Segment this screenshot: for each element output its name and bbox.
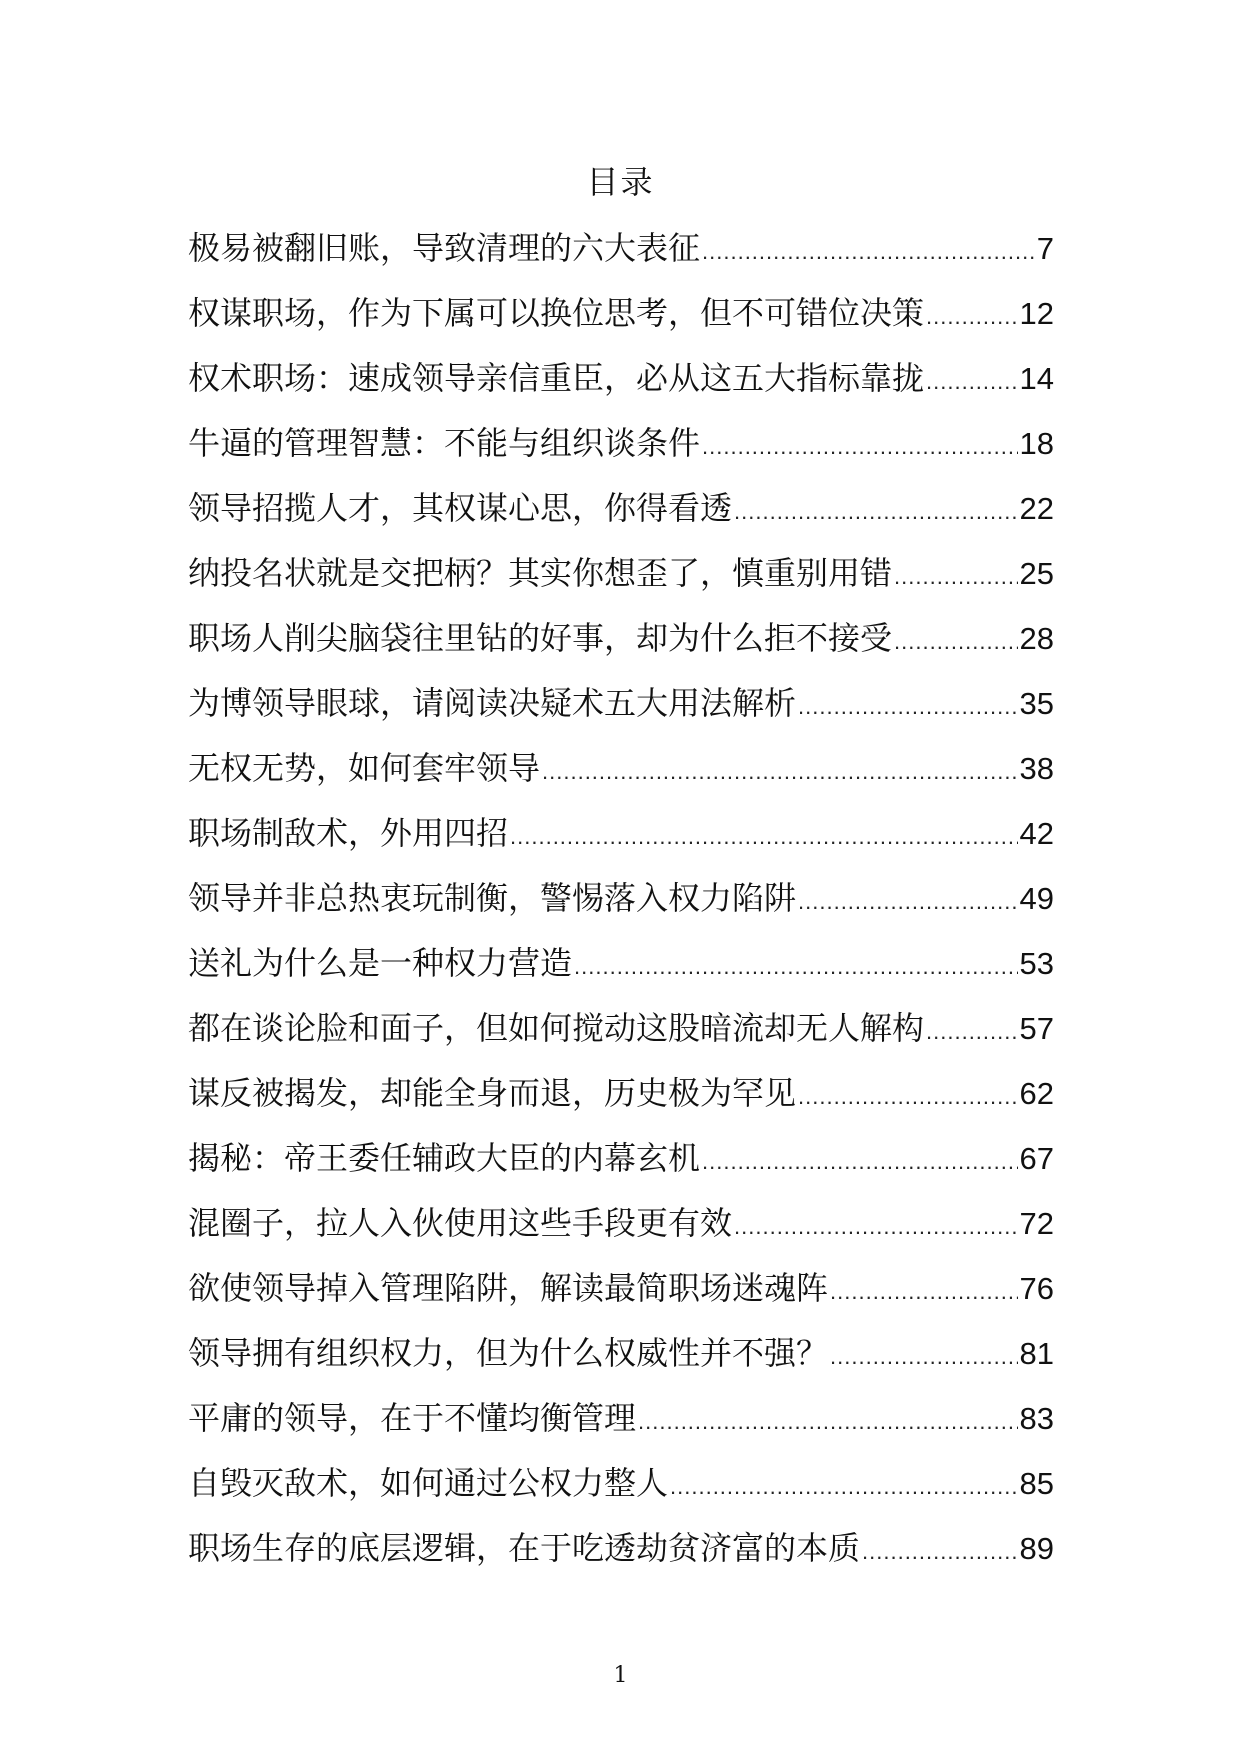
toc-entry-title: 牛逼的管理智慧：不能与组织谈条件 bbox=[188, 424, 701, 462]
toc-entry-title: 为博领导眼球，请阅读决疑术五大用法解析 bbox=[188, 684, 797, 722]
toc-entry bbox=[188, 612, 1054, 677]
toc-entry-page: 81 bbox=[1019, 1336, 1054, 1371]
page-number: 1 bbox=[613, 1663, 628, 1688]
toc-dot-leader bbox=[894, 551, 1018, 603]
toc-entry-title: 权谋职场，作为下属可以换位思考，但不可错位决策 bbox=[188, 294, 925, 332]
toc-dot-leader bbox=[702, 226, 1035, 278]
toc-entry-title: 职场人削尖脑袋往里钻的好事，却为什么拒不接受 bbox=[188, 619, 893, 657]
toc-entry-page: 72 bbox=[1019, 1206, 1054, 1241]
toc-dot-leader bbox=[798, 876, 1018, 928]
toc-dot-leader bbox=[734, 486, 1018, 538]
toc-entry bbox=[188, 1262, 1054, 1327]
toc-entry-title: 职场生存的底层逻辑，在于吃透劫贫济富的本质 bbox=[188, 1529, 861, 1567]
toc-entry-title: 无权无势，如何套牢领导 bbox=[188, 749, 541, 787]
toc-dot-leader bbox=[734, 1201, 1018, 1253]
toc-entry bbox=[188, 1197, 1054, 1262]
toc-entry-page: 35 bbox=[1019, 686, 1054, 721]
toc-entry bbox=[188, 222, 1054, 287]
toc-dot-leader bbox=[926, 356, 1018, 408]
toc-entry bbox=[188, 417, 1054, 482]
toc-entry-page: 83 bbox=[1019, 1401, 1054, 1436]
toc-dot-leader bbox=[926, 1006, 1018, 1058]
toc-entry-page: 22 bbox=[1019, 491, 1054, 526]
toc-dot-leader bbox=[798, 681, 1018, 733]
toc-entry-page: 12 bbox=[1019, 296, 1054, 331]
toc-dot-leader bbox=[542, 746, 1018, 798]
toc-title: 目录 bbox=[586, 163, 655, 201]
toc-entry-page: 53 bbox=[1019, 946, 1054, 981]
toc-entry-title: 领导拥有组织权力，但为什么权威性并不强？ bbox=[188, 1334, 829, 1372]
toc-entry bbox=[188, 1392, 1054, 1457]
toc-dot-leader bbox=[894, 616, 1018, 668]
toc-entry-title: 平庸的领导，在于不懂均衡管理 bbox=[188, 1399, 637, 1437]
toc-entry-page: 25 bbox=[1019, 556, 1054, 591]
toc-entry-title: 谋反被揭发，却能全身而退，历史极为罕见 bbox=[188, 1074, 797, 1112]
toc-entry-title: 领导招揽人才，其权谋心思，你得看透 bbox=[188, 489, 733, 527]
toc-entry bbox=[188, 937, 1054, 1002]
toc-dot-leader bbox=[510, 811, 1018, 863]
toc-entry bbox=[188, 807, 1054, 872]
toc-entry bbox=[188, 1002, 1054, 1067]
toc-entry-title: 纳投名状就是交把柄？其实你想歪了，慎重别用错 bbox=[188, 554, 893, 592]
toc-entry-title: 混圈子，拉人入伙使用这些手段更有效 bbox=[188, 1204, 733, 1242]
toc-entry bbox=[188, 872, 1054, 937]
toc-entry-page: 38 bbox=[1019, 751, 1054, 786]
toc-entry-page: 49 bbox=[1019, 881, 1054, 916]
toc-dot-leader bbox=[830, 1266, 1018, 1318]
toc-entry bbox=[188, 352, 1054, 417]
toc-entry-title: 欲使领导掉入管理陷阱，解读最简职场迷魂阵 bbox=[188, 1269, 829, 1307]
toc-dot-leader bbox=[638, 1396, 1018, 1448]
toc-dot-leader bbox=[702, 1136, 1018, 1188]
toc-entry bbox=[188, 287, 1054, 352]
toc-dot-leader bbox=[862, 1526, 1018, 1578]
toc-dot-leader bbox=[926, 291, 1018, 343]
toc-entry-page: 89 bbox=[1019, 1531, 1054, 1566]
toc-entry-title: 都在谈论脸和面子，但如何搅动这股暗流却无人解构 bbox=[188, 1009, 925, 1047]
toc-list bbox=[188, 222, 1054, 1587]
toc-entry-title: 极易被翻旧账，导致清理的六大表征 bbox=[188, 229, 701, 267]
toc-entry-title: 揭秘：帝王委任辅政大臣的内幕玄机 bbox=[188, 1139, 701, 1177]
toc-entry bbox=[188, 1457, 1054, 1522]
toc-dot-leader bbox=[670, 1461, 1018, 1513]
toc-entry-page: 28 bbox=[1019, 621, 1054, 656]
toc-entry-title: 领导并非总热衷玩制衡，警惕落入权力陷阱 bbox=[188, 879, 797, 917]
toc-entry bbox=[188, 742, 1054, 807]
toc-entry-title: 送礼为什么是一种权力营造 bbox=[188, 944, 573, 982]
toc-dot-leader bbox=[702, 421, 1018, 473]
toc-entry bbox=[188, 1132, 1054, 1197]
toc-entry-page: 67 bbox=[1019, 1141, 1054, 1176]
toc-entry-page: 76 bbox=[1019, 1271, 1054, 1306]
toc-entry bbox=[188, 547, 1054, 612]
toc-entry-title: 自毁灭敌术，如何通过公权力整人 bbox=[188, 1464, 669, 1502]
toc-entry bbox=[188, 1327, 1054, 1392]
toc-entry bbox=[188, 677, 1054, 742]
toc-entry bbox=[188, 482, 1054, 547]
toc-entry-page: 85 bbox=[1019, 1466, 1054, 1501]
toc-entry-page: 62 bbox=[1019, 1076, 1054, 1111]
toc-entry-page: 42 bbox=[1019, 816, 1054, 851]
toc-dot-leader bbox=[830, 1331, 1018, 1383]
toc-entry-title: 权术职场：速成领导亲信重臣，必从这五大指标靠拢 bbox=[188, 359, 925, 397]
toc-entry-page: 57 bbox=[1019, 1011, 1054, 1046]
toc-entry-page: 18 bbox=[1019, 426, 1054, 461]
toc-dot-leader bbox=[798, 1071, 1018, 1123]
toc-entry-page: 7 bbox=[1036, 231, 1054, 266]
toc-entry bbox=[188, 1522, 1054, 1587]
toc-entry-page: 14 bbox=[1019, 361, 1054, 396]
toc-dot-leader bbox=[574, 941, 1018, 993]
toc-entry-title: 职场制敌术，外用四招 bbox=[188, 814, 509, 852]
toc-entry bbox=[188, 1067, 1054, 1132]
